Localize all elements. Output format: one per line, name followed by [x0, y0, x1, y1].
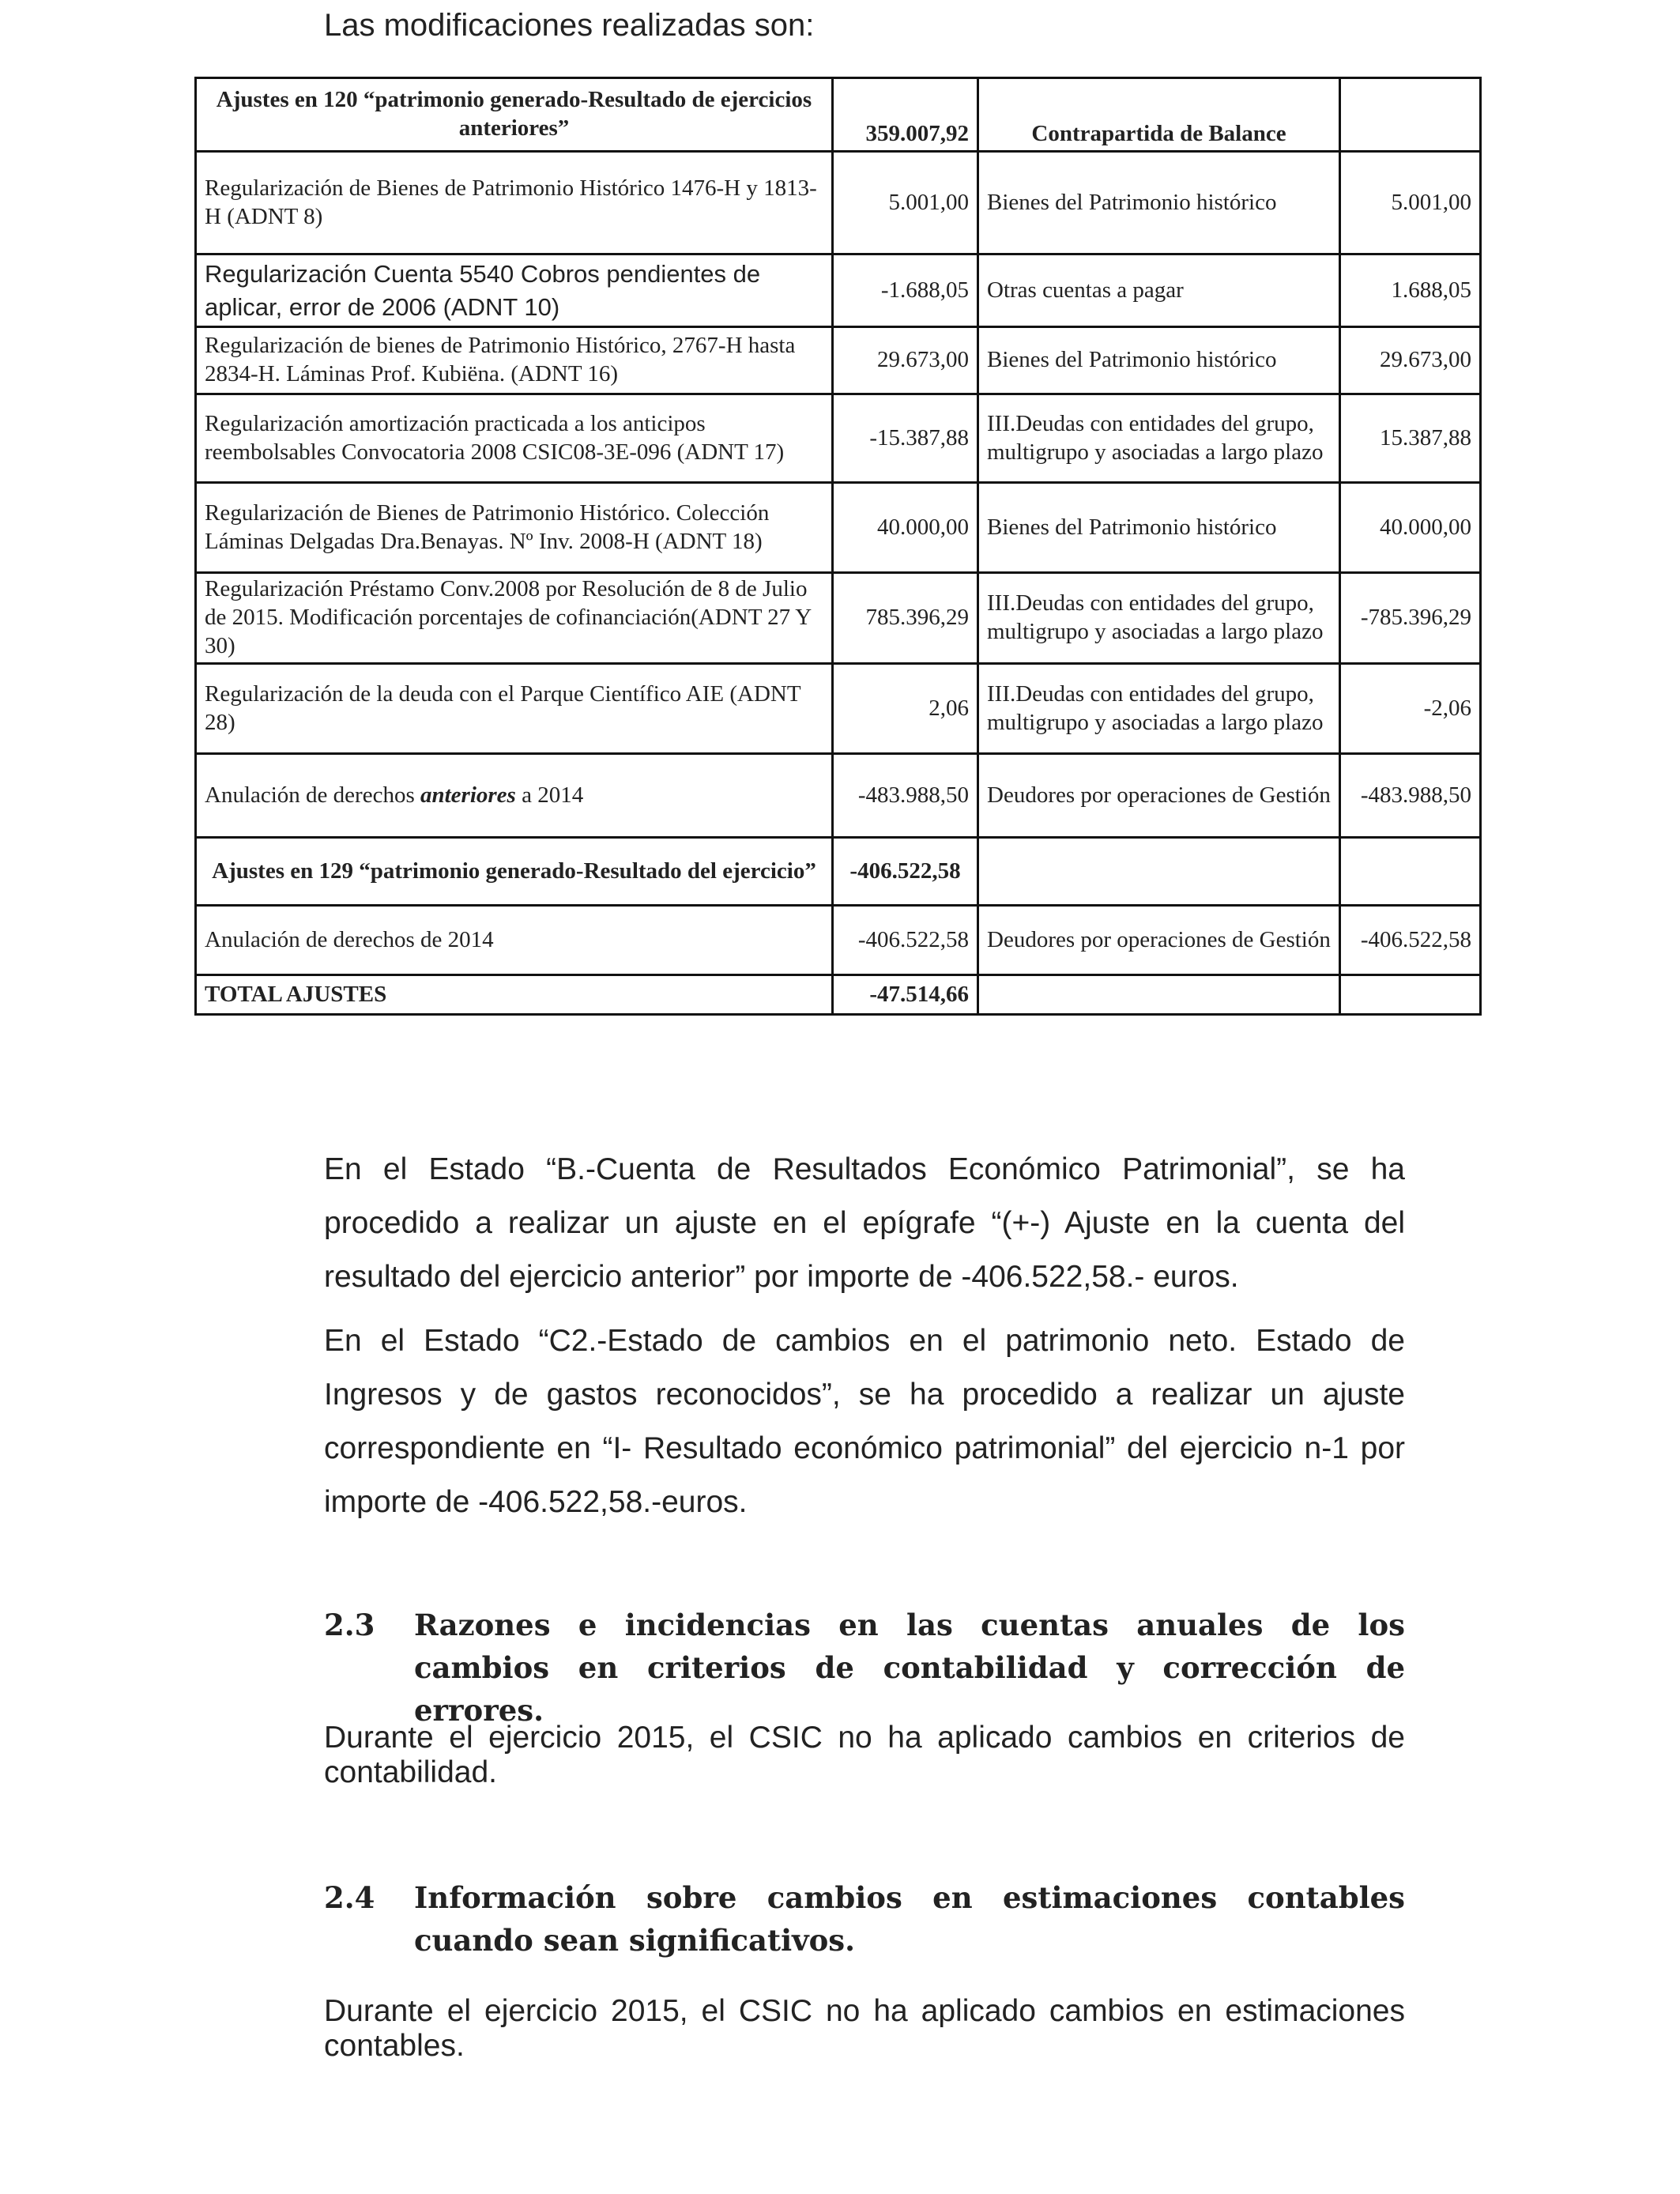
table-row — [196, 254, 1481, 327]
row-concept: Regularización Préstamo Conv.2008 por Resolución de 8 de Julio de 2015. Modificación porcentajes de cofinanciación(ADNT 27 Y 30) — [196, 573, 833, 664]
row-concept: Regularización Cuenta 5540 Cobros pendientes de aplicar, error de 2006 (ADNT 10) — [196, 254, 833, 327]
row-counter: -406.522,58 — [1340, 906, 1481, 975]
row-counter: 1.688,05 — [1340, 254, 1481, 327]
header-129-amount: -406.522,58 — [833, 838, 978, 906]
row-concept: Regularización de la deuda con el Parque Científico AIE (ADNT 28) — [196, 664, 833, 754]
row-concept — [196, 754, 833, 838]
row-concept: Regularización de bienes de Patrimonio Histórico, 2767-H hasta 2834-H. Láminas Prof. Kubiëna. (ADNT 16) — [196, 327, 833, 394]
row-amount: 785.396,29 — [833, 573, 978, 664]
section-2-4-heading — [324, 1876, 1405, 1963]
row-account: Bienes del Patrimonio histórico — [978, 483, 1340, 573]
section-2-3-body: Durante el ejercicio 2015, el CSIC no ha aplicado cambios en criterios de contabilidad. — [324, 1721, 1405, 1789]
paragraph-cuenta-resultados: En el Estado “B.-Cuenta de Resultados Económico Patrimonial”, se ha procedido a realizar un ajuste en el epígrafe “(+-) Ajuste en la cuenta del resultado del ejercicio anterior” por importe de -406.522,58.- euros. — [324, 1152, 1405, 1294]
header-120-label: Ajustes en 120 “patrimonio generado-Resultado de ejercicios anteriores” — [196, 78, 833, 152]
row-counter: 29.673,00 — [1340, 327, 1481, 394]
section-2-4-body: Durante el ejercicio 2015, el CSIC no ha aplicado cambios en estimaciones contables. — [324, 1994, 1405, 2063]
row-account: III.Deudas con entidades del grupo, multigrupo y asociadas a largo plazo — [978, 664, 1340, 754]
paragraph-estado-cambios: En el Estado “C2.-Estado de cambios en el patrimonio neto. Estado de Ingresos y de gastos reconocidos”, se ha procedido a realizar un ajuste correspondiente en “I- Resultado económico patrimonial” del ejercicio n-1 por importe de -406.522,58.-euros. — [324, 1324, 1405, 1519]
section-title: Información sobre cambios en estimaciones contables cuando sean significativos. — [414, 1880, 1405, 1958]
empty-cell — [1340, 975, 1481, 1015]
concept-emphasis: anteriores — [420, 782, 516, 808]
row-concept: Regularización de Bienes de Patrimonio Histórico. Colección Láminas Delgadas Dra.Benayas. Nº Inv. 2008-H (ADNT 18) — [196, 483, 833, 573]
section-number: 2.3 — [324, 1608, 375, 1642]
total-label: TOTAL AJUSTES — [196, 975, 833, 1015]
row-account: III.Deudas con entidades del grupo, multigrupo y asociadas a largo plazo — [978, 573, 1340, 664]
row-concept: Anulación de derechos de 2014 — [196, 906, 833, 975]
table-header-row — [196, 838, 1481, 906]
row-concept: Regularización de Bienes de Patrimonio Histórico 1476-H y 1813-H (ADNT 8) — [196, 152, 833, 254]
row-amount: 5.001,00 — [833, 152, 978, 254]
table-row — [196, 754, 1481, 838]
total-row — [196, 975, 1481, 1015]
row-amount: -406.522,58 — [833, 906, 978, 975]
total-amount: -47.514,66 — [833, 975, 978, 1015]
row-concept: Regularización amortización practicada a los anticipos reembolsables Convocatoria 2008 CSIC08-3E-096 (ADNT 17) — [196, 394, 833, 483]
empty-cell — [1340, 78, 1481, 152]
row-counter: -483.988,50 — [1340, 754, 1481, 838]
section-title: Razones e incidencias en las cuentas anuales de los cambios en criterios de contabilidad y corrección de errores. — [414, 1608, 1405, 1728]
row-account: Deudores por operaciones de Gestión — [978, 754, 1340, 838]
header-129-label: Ajustes en 129 “patrimonio generado-Resultado del ejercicio” — [196, 838, 833, 906]
row-counter: 15.387,88 — [1340, 394, 1481, 483]
table-row — [196, 573, 1481, 664]
empty-cell — [978, 838, 1340, 906]
row-amount: 2,06 — [833, 664, 978, 754]
header-120-amount: 359.007,92 — [833, 78, 978, 152]
counterpart-header: Contrapartida de Balance — [978, 78, 1340, 152]
row-account: Otras cuentas a pagar — [978, 254, 1340, 327]
table-row — [196, 664, 1481, 754]
row-amount: 29.673,00 — [833, 327, 978, 394]
row-counter: 40.000,00 — [1340, 483, 1481, 573]
table-row — [196, 906, 1481, 975]
intro-text: Las modificaciones realizadas son: — [324, 8, 815, 43]
row-account: Deudores por operaciones de Gestión — [978, 906, 1340, 975]
row-amount: -1.688,05 — [833, 254, 978, 327]
row-amount: 40.000,00 — [833, 483, 978, 573]
table-header-row — [196, 78, 1481, 152]
row-amount: -483.988,50 — [833, 754, 978, 838]
row-account: Bienes del Patrimonio histórico — [978, 327, 1340, 394]
section-number: 2.4 — [324, 1880, 375, 1915]
row-counter: -785.396,29 — [1340, 573, 1481, 664]
concept-suffix: a 2014 — [515, 782, 584, 808]
table-row — [196, 152, 1481, 254]
empty-cell — [1340, 838, 1481, 906]
section-2-3-heading — [324, 1604, 1405, 1728]
adjustments-table — [194, 77, 1482, 1016]
row-counter: -2,06 — [1340, 664, 1481, 754]
concept-prefix: Anulación de derechos — [205, 782, 420, 808]
row-account: Bienes del Patrimonio histórico — [978, 152, 1340, 254]
row-account: III.Deudas con entidades del grupo, multigrupo y asociadas a largo plazo — [978, 394, 1340, 483]
empty-cell — [978, 975, 1340, 1015]
table-row — [196, 483, 1481, 573]
row-counter: 5.001,00 — [1340, 152, 1481, 254]
table-row — [196, 327, 1481, 394]
row-amount: -15.387,88 — [833, 394, 978, 483]
table-row — [196, 394, 1481, 483]
